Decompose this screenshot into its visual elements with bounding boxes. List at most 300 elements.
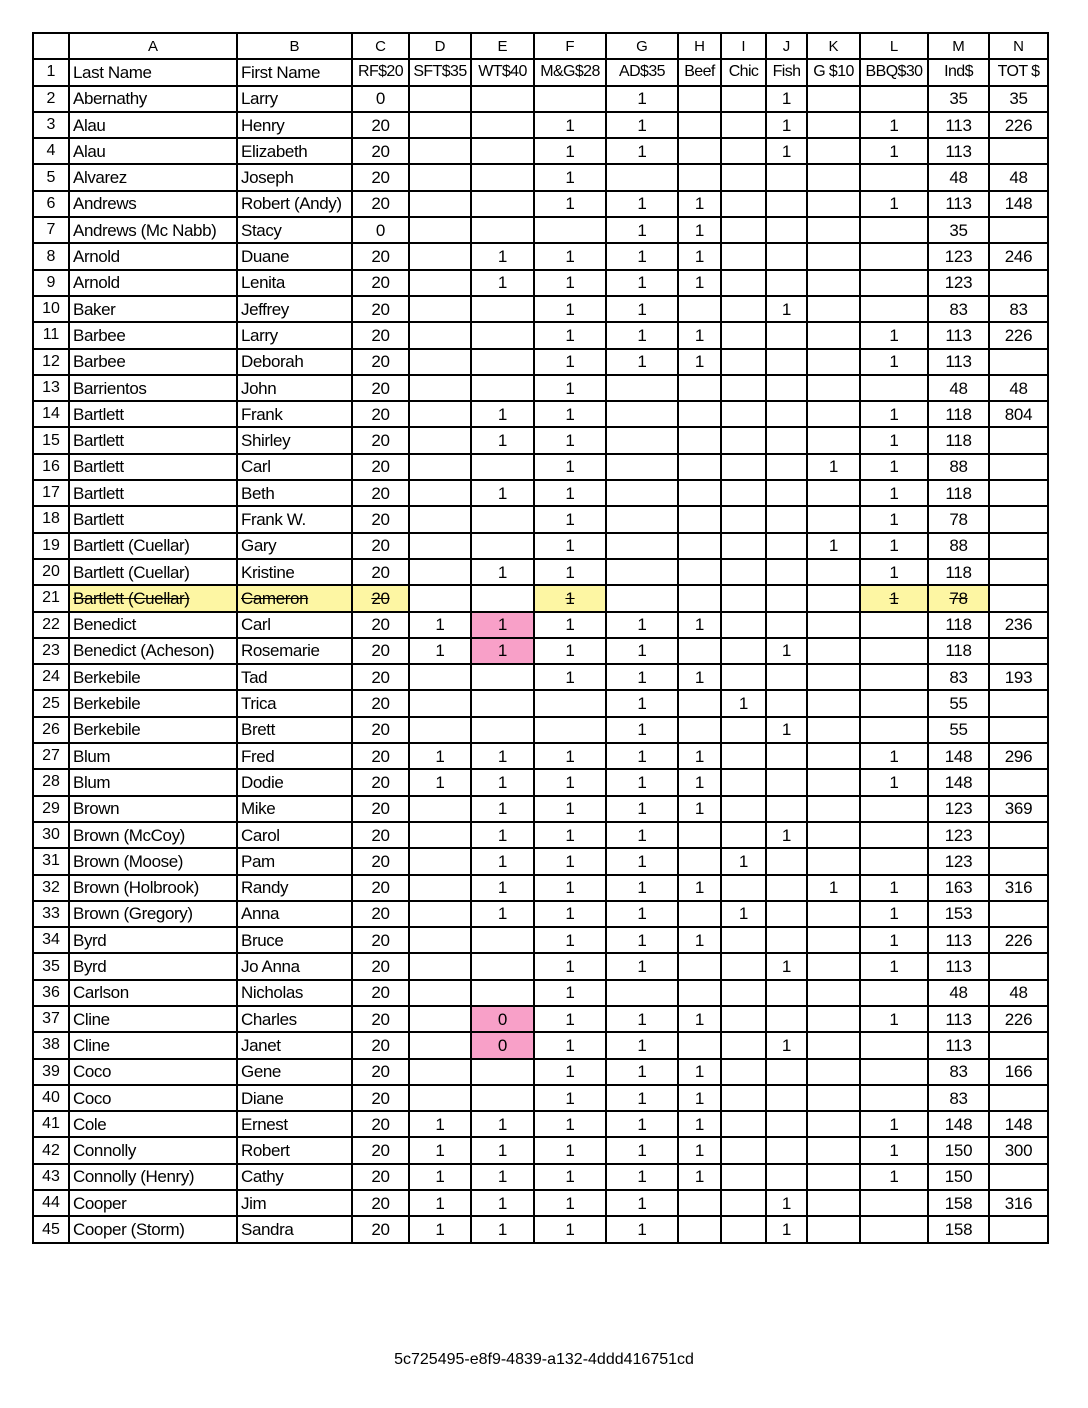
row-number[interactable]: 2	[33, 86, 69, 112]
cell-b44[interactable]: Jim	[237, 1190, 352, 1216]
cell-h8[interactable]: 1	[678, 243, 721, 269]
cell-g7[interactable]: 1	[606, 217, 678, 243]
cell-l41[interactable]: 1	[860, 1111, 928, 1137]
cell-g34[interactable]: 1	[606, 927, 678, 953]
cell-c33[interactable]: 20	[352, 901, 409, 927]
cell-f30[interactable]: 1	[534, 822, 606, 848]
cell-c2[interactable]: 0	[352, 86, 409, 112]
cell-l43[interactable]: 1	[860, 1164, 928, 1190]
column-header-g[interactable]: G	[606, 33, 678, 59]
row-number[interactable]: 34	[33, 927, 69, 953]
cell-d3[interactable]	[409, 112, 471, 138]
cell-l33[interactable]: 1	[860, 901, 928, 927]
cell-d15[interactable]	[409, 427, 471, 453]
row-number[interactable]: 26	[33, 717, 69, 743]
cell-c7[interactable]: 0	[352, 217, 409, 243]
cell-h45[interactable]	[678, 1216, 721, 1242]
cell-e20[interactable]: 1	[471, 559, 534, 585]
cell-h1[interactable]: Beef	[678, 59, 721, 85]
cell-m36[interactable]: 48	[928, 980, 989, 1006]
cell-l18[interactable]: 1	[860, 506, 928, 532]
cell-i44[interactable]	[721, 1190, 766, 1216]
cell-d16[interactable]	[409, 454, 471, 480]
cell-n21[interactable]	[989, 585, 1048, 611]
row-number[interactable]: 30	[33, 822, 69, 848]
cell-e33[interactable]: 1	[471, 901, 534, 927]
cell-d4[interactable]	[409, 138, 471, 164]
cell-d13[interactable]	[409, 375, 471, 401]
cell-l36[interactable]	[860, 980, 928, 1006]
cell-j30[interactable]: 1	[766, 822, 807, 848]
cell-g29[interactable]: 1	[606, 796, 678, 822]
cell-j39[interactable]	[766, 1059, 807, 1085]
cell-m34[interactable]: 113	[928, 927, 989, 953]
cell-e28[interactable]: 1	[471, 769, 534, 795]
cell-d19[interactable]	[409, 533, 471, 559]
cell-j15[interactable]	[766, 427, 807, 453]
cell-n27[interactable]: 296	[989, 743, 1048, 769]
cell-i21[interactable]	[721, 585, 766, 611]
cell-n7[interactable]	[989, 217, 1048, 243]
cell-m3[interactable]: 113	[928, 112, 989, 138]
cell-e10[interactable]	[471, 296, 534, 322]
cell-e32[interactable]: 1	[471, 875, 534, 901]
cell-l6[interactable]: 1	[860, 191, 928, 217]
cell-l12[interactable]: 1	[860, 349, 928, 375]
cell-m26[interactable]: 55	[928, 717, 989, 743]
cell-k22[interactable]	[807, 612, 860, 638]
cell-c25[interactable]: 20	[352, 690, 409, 716]
cell-l3[interactable]: 1	[860, 112, 928, 138]
cell-g36[interactable]	[606, 980, 678, 1006]
cell-c44[interactable]: 20	[352, 1190, 409, 1216]
cell-b11[interactable]: Larry	[237, 322, 352, 348]
cell-e39[interactable]	[471, 1059, 534, 1085]
cell-m30[interactable]: 123	[928, 822, 989, 848]
column-header-f[interactable]: F	[534, 33, 606, 59]
cell-n6[interactable]: 148	[989, 191, 1048, 217]
cell-i27[interactable]	[721, 743, 766, 769]
cell-e31[interactable]: 1	[471, 848, 534, 874]
cell-i18[interactable]	[721, 506, 766, 532]
cell-d22[interactable]: 1	[409, 612, 471, 638]
cell-a28[interactable]: Blum	[69, 769, 237, 795]
cell-k8[interactable]	[807, 243, 860, 269]
cell-h40[interactable]: 1	[678, 1085, 721, 1111]
column-header-a[interactable]: A	[69, 33, 237, 59]
cell-c14[interactable]: 20	[352, 401, 409, 427]
cell-b3[interactable]: Henry	[237, 112, 352, 138]
cell-e9[interactable]: 1	[471, 270, 534, 296]
cell-n8[interactable]: 246	[989, 243, 1048, 269]
cell-e45[interactable]: 1	[471, 1216, 534, 1242]
cell-n42[interactable]: 300	[989, 1137, 1048, 1163]
cell-b37[interactable]: Charles	[237, 1006, 352, 1032]
cell-e6[interactable]	[471, 191, 534, 217]
cell-c21[interactable]: 20	[352, 585, 409, 611]
cell-a36[interactable]: Carlson	[69, 980, 237, 1006]
cell-b15[interactable]: Shirley	[237, 427, 352, 453]
cell-k23[interactable]	[807, 638, 860, 664]
row-number[interactable]: 12	[33, 349, 69, 375]
cell-l37[interactable]: 1	[860, 1006, 928, 1032]
cell-h19[interactable]	[678, 533, 721, 559]
row-number[interactable]: 24	[33, 664, 69, 690]
cell-n32[interactable]: 316	[989, 875, 1048, 901]
cell-l10[interactable]	[860, 296, 928, 322]
cell-l15[interactable]: 1	[860, 427, 928, 453]
cell-i7[interactable]	[721, 217, 766, 243]
cell-h38[interactable]	[678, 1032, 721, 1058]
cell-k19[interactable]: 1	[807, 533, 860, 559]
cell-h14[interactable]	[678, 401, 721, 427]
cell-d1[interactable]: SFT$35	[409, 59, 471, 85]
cell-k9[interactable]	[807, 270, 860, 296]
cell-f11[interactable]: 1	[534, 322, 606, 348]
cell-h43[interactable]: 1	[678, 1164, 721, 1190]
cell-h17[interactable]	[678, 480, 721, 506]
cell-l22[interactable]	[860, 612, 928, 638]
cell-d21[interactable]	[409, 585, 471, 611]
cell-c45[interactable]: 20	[352, 1216, 409, 1242]
cell-f40[interactable]: 1	[534, 1085, 606, 1111]
cell-j18[interactable]	[766, 506, 807, 532]
cell-m37[interactable]: 113	[928, 1006, 989, 1032]
cell-a21[interactable]: Bartlett (Cuellar)	[69, 585, 237, 611]
cell-h20[interactable]	[678, 559, 721, 585]
cell-e29[interactable]: 1	[471, 796, 534, 822]
cell-n24[interactable]: 193	[989, 664, 1048, 690]
cell-i1[interactable]: Chic	[721, 59, 766, 85]
cell-h26[interactable]	[678, 717, 721, 743]
cell-b14[interactable]: Frank	[237, 401, 352, 427]
cell-l23[interactable]	[860, 638, 928, 664]
cell-b41[interactable]: Ernest	[237, 1111, 352, 1137]
cell-j13[interactable]	[766, 375, 807, 401]
row-number[interactable]: 21	[33, 585, 69, 611]
cell-l45[interactable]	[860, 1216, 928, 1242]
cell-k30[interactable]	[807, 822, 860, 848]
cell-d45[interactable]: 1	[409, 1216, 471, 1242]
cell-i41[interactable]	[721, 1111, 766, 1137]
cell-g10[interactable]: 1	[606, 296, 678, 322]
row-number[interactable]: 37	[33, 1006, 69, 1032]
cell-h18[interactable]	[678, 506, 721, 532]
cell-d27[interactable]: 1	[409, 743, 471, 769]
cell-k15[interactable]	[807, 427, 860, 453]
cell-b10[interactable]: Jeffrey	[237, 296, 352, 322]
cell-f2[interactable]	[534, 86, 606, 112]
cell-d42[interactable]: 1	[409, 1137, 471, 1163]
cell-c3[interactable]: 20	[352, 112, 409, 138]
cell-e16[interactable]	[471, 454, 534, 480]
cell-e24[interactable]	[471, 664, 534, 690]
row-number[interactable]: 15	[33, 427, 69, 453]
cell-k1[interactable]: G $10	[807, 59, 860, 85]
cell-d29[interactable]	[409, 796, 471, 822]
cell-n25[interactable]	[989, 690, 1048, 716]
column-header-e[interactable]: E	[471, 33, 534, 59]
row-number[interactable]: 22	[33, 612, 69, 638]
cell-k21[interactable]	[807, 585, 860, 611]
cell-d28[interactable]: 1	[409, 769, 471, 795]
cell-f14[interactable]: 1	[534, 401, 606, 427]
cell-k2[interactable]	[807, 86, 860, 112]
cell-j38[interactable]: 1	[766, 1032, 807, 1058]
cell-f27[interactable]: 1	[534, 743, 606, 769]
column-header-k[interactable]: K	[807, 33, 860, 59]
cell-d8[interactable]	[409, 243, 471, 269]
cell-m11[interactable]: 113	[928, 322, 989, 348]
cell-c30[interactable]: 20	[352, 822, 409, 848]
cell-j3[interactable]: 1	[766, 112, 807, 138]
cell-g24[interactable]: 1	[606, 664, 678, 690]
cell-d26[interactable]	[409, 717, 471, 743]
cell-m42[interactable]: 150	[928, 1137, 989, 1163]
cell-b8[interactable]: Duane	[237, 243, 352, 269]
cell-i32[interactable]	[721, 875, 766, 901]
cell-c31[interactable]: 20	[352, 848, 409, 874]
cell-g38[interactable]: 1	[606, 1032, 678, 1058]
row-number[interactable]: 35	[33, 953, 69, 979]
cell-f26[interactable]	[534, 717, 606, 743]
cell-m28[interactable]: 148	[928, 769, 989, 795]
cell-m40[interactable]: 83	[928, 1085, 989, 1111]
cell-k31[interactable]	[807, 848, 860, 874]
cell-h6[interactable]: 1	[678, 191, 721, 217]
cell-j14[interactable]	[766, 401, 807, 427]
cell-g45[interactable]: 1	[606, 1216, 678, 1242]
cell-l32[interactable]: 1	[860, 875, 928, 901]
column-header-d[interactable]: D	[409, 33, 471, 59]
cell-m16[interactable]: 88	[928, 454, 989, 480]
cell-f32[interactable]: 1	[534, 875, 606, 901]
cell-a14[interactable]: Bartlett	[69, 401, 237, 427]
cell-i13[interactable]	[721, 375, 766, 401]
cell-l5[interactable]	[860, 164, 928, 190]
cell-e3[interactable]	[471, 112, 534, 138]
cell-c43[interactable]: 20	[352, 1164, 409, 1190]
cell-i36[interactable]	[721, 980, 766, 1006]
cell-a24[interactable]: Berkebile	[69, 664, 237, 690]
cell-m33[interactable]: 153	[928, 901, 989, 927]
cell-b21[interactable]: Cameron	[237, 585, 352, 611]
cell-g31[interactable]: 1	[606, 848, 678, 874]
cell-c16[interactable]: 20	[352, 454, 409, 480]
cell-j16[interactable]	[766, 454, 807, 480]
cell-d18[interactable]	[409, 506, 471, 532]
column-header-l[interactable]: L	[860, 33, 928, 59]
cell-b16[interactable]: Carl	[237, 454, 352, 480]
cell-j41[interactable]	[766, 1111, 807, 1137]
cell-f7[interactable]	[534, 217, 606, 243]
cell-f31[interactable]: 1	[534, 848, 606, 874]
cell-f21[interactable]: 1	[534, 585, 606, 611]
cell-a9[interactable]: Arnold	[69, 270, 237, 296]
cell-k3[interactable]	[807, 112, 860, 138]
cell-n28[interactable]	[989, 769, 1048, 795]
row-number[interactable]: 3	[33, 112, 69, 138]
cell-d23[interactable]: 1	[409, 638, 471, 664]
cell-j5[interactable]	[766, 164, 807, 190]
cell-f9[interactable]: 1	[534, 270, 606, 296]
cell-b43[interactable]: Cathy	[237, 1164, 352, 1190]
cell-i20[interactable]	[721, 559, 766, 585]
cell-b27[interactable]: Fred	[237, 743, 352, 769]
cell-k20[interactable]	[807, 559, 860, 585]
cell-h35[interactable]	[678, 953, 721, 979]
cell-l8[interactable]	[860, 243, 928, 269]
row-number[interactable]: 19	[33, 533, 69, 559]
cell-a16[interactable]: Bartlett	[69, 454, 237, 480]
cell-c17[interactable]: 20	[352, 480, 409, 506]
cell-c38[interactable]: 20	[352, 1032, 409, 1058]
cell-a43[interactable]: Connolly (Henry)	[69, 1164, 237, 1190]
cell-a10[interactable]: Baker	[69, 296, 237, 322]
cell-n14[interactable]: 804	[989, 401, 1048, 427]
cell-l30[interactable]	[860, 822, 928, 848]
row-number[interactable]: 39	[33, 1059, 69, 1085]
cell-c35[interactable]: 20	[352, 953, 409, 979]
cell-f37[interactable]: 1	[534, 1006, 606, 1032]
cell-l31[interactable]	[860, 848, 928, 874]
cell-j32[interactable]	[766, 875, 807, 901]
cell-l14[interactable]: 1	[860, 401, 928, 427]
cell-g2[interactable]: 1	[606, 86, 678, 112]
cell-k27[interactable]	[807, 743, 860, 769]
cell-a6[interactable]: Andrews	[69, 191, 237, 217]
cell-i15[interactable]	[721, 427, 766, 453]
cell-m32[interactable]: 163	[928, 875, 989, 901]
row-number[interactable]: 1	[33, 59, 69, 85]
cell-a11[interactable]: Barbee	[69, 322, 237, 348]
cell-i16[interactable]	[721, 454, 766, 480]
cell-a30[interactable]: Brown (McCoy)	[69, 822, 237, 848]
cell-k35[interactable]	[807, 953, 860, 979]
cell-c11[interactable]: 20	[352, 322, 409, 348]
cell-h12[interactable]: 1	[678, 349, 721, 375]
cell-j10[interactable]: 1	[766, 296, 807, 322]
cell-k41[interactable]	[807, 1111, 860, 1137]
cell-l2[interactable]	[860, 86, 928, 112]
cell-d6[interactable]	[409, 191, 471, 217]
cell-g6[interactable]: 1	[606, 191, 678, 217]
cell-m14[interactable]: 118	[928, 401, 989, 427]
cell-n16[interactable]	[989, 454, 1048, 480]
cell-b45[interactable]: Sandra	[237, 1216, 352, 1242]
cell-a7[interactable]: Andrews (Mc Nabb)	[69, 217, 237, 243]
cell-a3[interactable]: Alau	[69, 112, 237, 138]
cell-g20[interactable]	[606, 559, 678, 585]
cell-f3[interactable]: 1	[534, 112, 606, 138]
cell-m4[interactable]: 113	[928, 138, 989, 164]
cell-j40[interactable]	[766, 1085, 807, 1111]
cell-c1[interactable]: RF$20	[352, 59, 409, 85]
cell-d31[interactable]	[409, 848, 471, 874]
cell-i11[interactable]	[721, 322, 766, 348]
cell-f34[interactable]: 1	[534, 927, 606, 953]
cell-f42[interactable]: 1	[534, 1137, 606, 1163]
cell-j37[interactable]	[766, 1006, 807, 1032]
row-number[interactable]: 41	[33, 1111, 69, 1137]
cell-g5[interactable]	[606, 164, 678, 190]
cell-m12[interactable]: 113	[928, 349, 989, 375]
cell-e42[interactable]: 1	[471, 1137, 534, 1163]
cell-f18[interactable]: 1	[534, 506, 606, 532]
cell-b28[interactable]: Dodie	[237, 769, 352, 795]
cell-g13[interactable]	[606, 375, 678, 401]
cell-l42[interactable]: 1	[860, 1137, 928, 1163]
cell-j20[interactable]	[766, 559, 807, 585]
cell-k4[interactable]	[807, 138, 860, 164]
cell-j36[interactable]	[766, 980, 807, 1006]
cell-h28[interactable]: 1	[678, 769, 721, 795]
cell-d30[interactable]	[409, 822, 471, 848]
cell-k32[interactable]: 1	[807, 875, 860, 901]
cell-b25[interactable]: Trica	[237, 690, 352, 716]
column-header-h[interactable]: H	[678, 33, 721, 59]
column-header-b[interactable]: B	[237, 33, 352, 59]
row-number[interactable]: 16	[33, 454, 69, 480]
cell-k37[interactable]	[807, 1006, 860, 1032]
row-number[interactable]: 33	[33, 901, 69, 927]
cell-j2[interactable]: 1	[766, 86, 807, 112]
cell-g25[interactable]: 1	[606, 690, 678, 716]
cell-n34[interactable]: 226	[989, 927, 1048, 953]
cell-c34[interactable]: 20	[352, 927, 409, 953]
cell-d44[interactable]: 1	[409, 1190, 471, 1216]
cell-i2[interactable]	[721, 86, 766, 112]
cell-i14[interactable]	[721, 401, 766, 427]
cell-e14[interactable]: 1	[471, 401, 534, 427]
cell-n33[interactable]	[989, 901, 1048, 927]
cell-g42[interactable]: 1	[606, 1137, 678, 1163]
cell-n15[interactable]	[989, 427, 1048, 453]
cell-h11[interactable]: 1	[678, 322, 721, 348]
cell-h5[interactable]	[678, 164, 721, 190]
cell-c19[interactable]: 20	[352, 533, 409, 559]
cell-f35[interactable]: 1	[534, 953, 606, 979]
cell-g28[interactable]: 1	[606, 769, 678, 795]
cell-i23[interactable]	[721, 638, 766, 664]
cell-b5[interactable]: Joseph	[237, 164, 352, 190]
cell-n45[interactable]	[989, 1216, 1048, 1242]
cell-c29[interactable]: 20	[352, 796, 409, 822]
cell-c26[interactable]: 20	[352, 717, 409, 743]
cell-b40[interactable]: Diane	[237, 1085, 352, 1111]
cell-b23[interactable]: Rosemarie	[237, 638, 352, 664]
cell-b30[interactable]: Carol	[237, 822, 352, 848]
cell-i45[interactable]	[721, 1216, 766, 1242]
cell-h34[interactable]: 1	[678, 927, 721, 953]
cell-c22[interactable]: 20	[352, 612, 409, 638]
cell-b35[interactable]: Jo Anna	[237, 953, 352, 979]
cell-b12[interactable]: Deborah	[237, 349, 352, 375]
cell-m39[interactable]: 83	[928, 1059, 989, 1085]
cell-d39[interactable]	[409, 1059, 471, 1085]
cell-e38[interactable]: 0	[471, 1032, 534, 1058]
cell-j25[interactable]	[766, 690, 807, 716]
cell-m18[interactable]: 78	[928, 506, 989, 532]
cell-i28[interactable]	[721, 769, 766, 795]
cell-a31[interactable]: Brown (Moose)	[69, 848, 237, 874]
cell-i19[interactable]	[721, 533, 766, 559]
cell-n41[interactable]: 148	[989, 1111, 1048, 1137]
cell-b9[interactable]: Lenita	[237, 270, 352, 296]
cell-h10[interactable]	[678, 296, 721, 322]
cell-b26[interactable]: Brett	[237, 717, 352, 743]
row-number[interactable]: 44	[33, 1190, 69, 1216]
